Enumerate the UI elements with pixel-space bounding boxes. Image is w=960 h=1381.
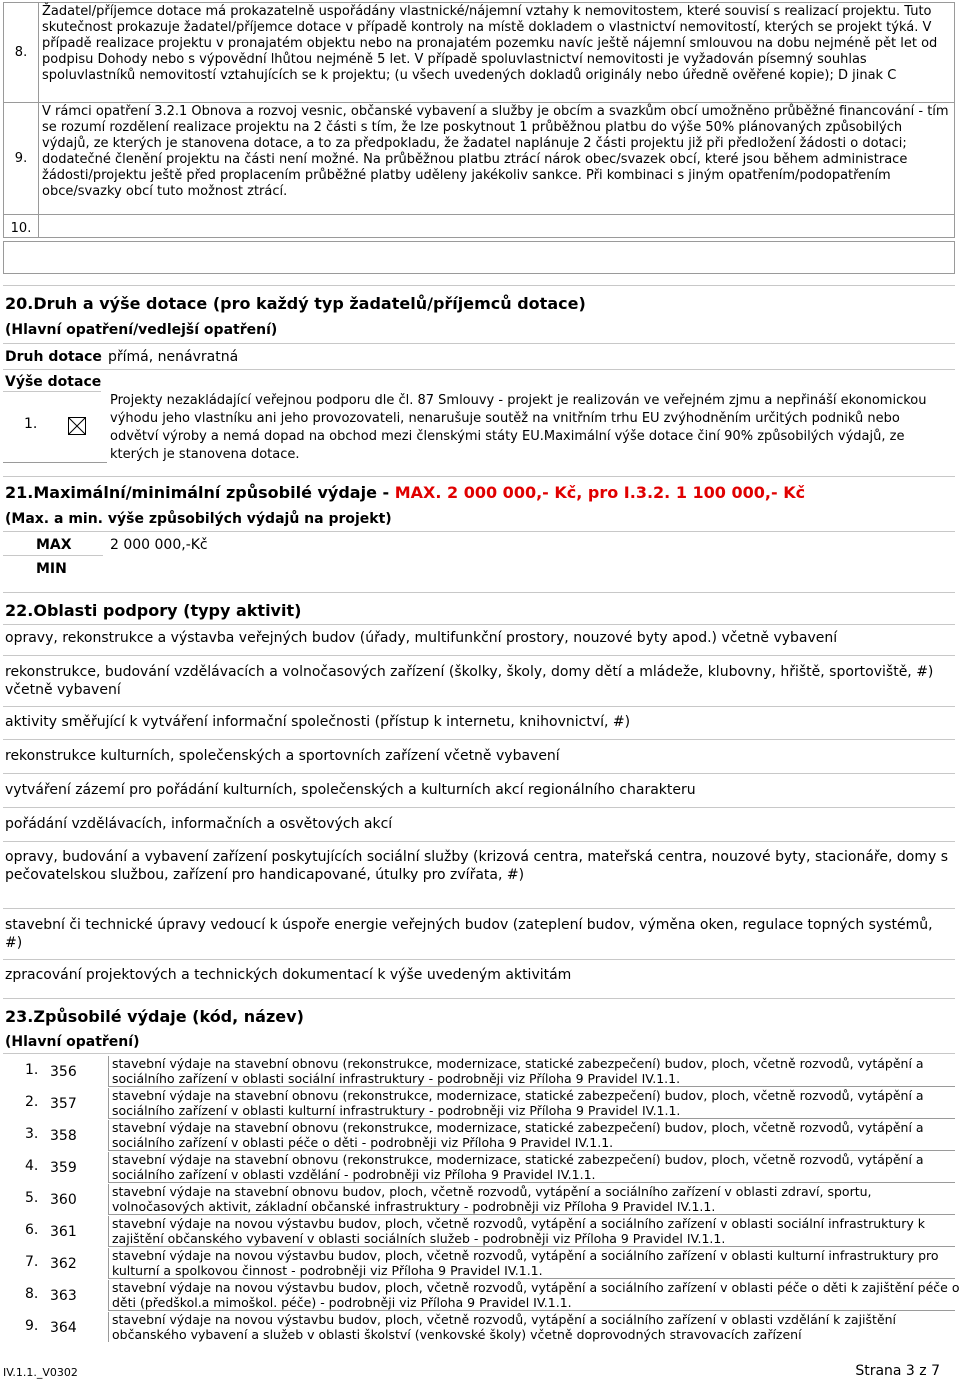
- divider: [3, 592, 955, 593]
- activity-item: opravy, budování a vybavení zařízení poskytujících sociální služby (krizová centra, mateřská centra, nouzové byty, stacionáře, domy s pečovatelskou službou, zařízení pro handicapované, útulky pro zvířata, #): [5, 849, 949, 883]
- divider: [3, 369, 955, 370]
- expense-row: [3, 1151, 955, 1183]
- divider: [3, 959, 955, 960]
- expense-index: 6.: [25, 1222, 39, 1238]
- activity-item: zpracování projektových a technických dokumentací k výše uvedeným aktivitám: [5, 967, 572, 983]
- divider: [3, 531, 955, 532]
- divider: [3, 908, 955, 909]
- expense-row: [3, 1055, 955, 1087]
- expense-code: 360: [50, 1192, 77, 1208]
- condition-text: V rámci opatření 3.2.1 Obnova a rozvoj vesnic, občanské vybavení a služby je obcím a svazkům obcí umožněno průběžné financování - tím se rozumí rozdělení realizace projektu na 2 části s tím, že lze poskytnout 1 průběžnou platbu do výše 50% plánovaných způsobilých výdajů, ze kterých je stanovena dotace, a to za předpokladu, že žadatel naplánuje 2 části projektu již při předložení žádosti o dotaci; dodatečné členění projektu na části není možné. Na průběžnou platbu ztrácí nárok obec/svazek obcí, které jsou během administrace žádosti/projektu ještě před proplacením průběžné platby uděleny jakékoliv sankce. Při kombinaci s jiným opatřením/podopatřením obce/svazky obcí tuto možnost ztrácí.: [42, 104, 949, 199]
- divider: [3, 998, 955, 999]
- subsidy-item-text: Projekty nezakládající veřejnou podporu dle čl. 87 Smlouvy - projekt je realizován ve veřejném zjmu a nepřináší ekonomickou výhodu jeho vlastníku ani jeho provozovateli, nenarušuje soutěž na vnitřním trhu EU zvýhodněním určitých podniků nebo odvětví výroby a nemá dopad na obchod mezi členskými státy EU.Maximální výše dotace činí 90% způsobilých výdajů, ze kterých je stanovena dotace.: [110, 393, 927, 462]
- expense-code: 359: [50, 1160, 77, 1176]
- expense-row: [3, 1247, 955, 1279]
- expense-description: stavební výdaje na stavební obnovu (rekonstrukce, modernizace, statické zabezpečení) budov, ploch, včetně rozvodů, vytápění a sociálního zařízení v oblasti péče o děti - podrobněji viz Příloha 9 Pravidel IV.1.1.: [108, 1120, 960, 1150]
- section-23-title: 23.Způsobilé výdaje (kód, název): [5, 1007, 304, 1026]
- condition-number: 10.: [4, 215, 39, 238]
- divider: [3, 1053, 955, 1054]
- section-23-subtitle: (Hlavní opatření): [5, 1034, 140, 1050]
- subsidy-item-number: 1.: [24, 416, 38, 432]
- expense-description: stavební výdaje na stavební obnovu (rekonstrukce, modernizace, statické zabezpečení) budov, ploch, včetně rozvodů, vytápění a sociálního zařízení v oblasti sociální infrastruktury - podrobněji viz Příloha 9 Pravidel IV.1.1.: [108, 1056, 960, 1086]
- expense-row: [3, 1119, 955, 1151]
- expense-index: 9.: [25, 1318, 39, 1334]
- expense-description: stavební výdaje na novou výstavbu budov, ploch, včetně rozvodů, vytápění a sociálního zařízení v oblasti péče o děti k zajištění péče o děti (předškol.a mimoškol. péče) - podrobněji viz Příloha 9 Pravidel IV.1.1.: [108, 1280, 960, 1310]
- subsidy-type-label: Druh dotace: [5, 349, 102, 365]
- activity-item: pořádání vzdělávacích, informačních a osvětových akcí: [5, 816, 393, 832]
- activity-item: rekonstrukce kulturních, společenských a sportovních zařízení včetně vybavení: [5, 748, 560, 764]
- expense-row: [3, 1311, 955, 1343]
- expense-index: 8.: [25, 1286, 39, 1302]
- divider: [3, 655, 955, 656]
- activity-item: opravy, rekonstrukce a výstavba veřejných budov (úřady, multifunkční prostory, nouzové byty apod.) včetně vybavení: [5, 630, 838, 646]
- max-label: MAX: [36, 537, 72, 553]
- condition-number: 9.: [4, 103, 39, 215]
- expense-row: [3, 1279, 960, 1311]
- divider: [3, 841, 955, 842]
- activity-item: stavební či technické úpravy vedoucí k úspoře energie veřejných budov (zateplení budov, výměna oken, regulace topných systémů, #): [5, 917, 933, 951]
- expense-index: 1.: [25, 1062, 39, 1078]
- condition-row: [4, 103, 955, 215]
- condition-text: Žadatel/příjemce dotace má prokazatelně uspořádány vlastnické/nájemní vztahy k nemovitostem, které souvisí s realizací projektu. Tuto skutečnost prokazuje žadatel/příjemce dotace v případě kontroly na místě dokladem o vlastnictví nemovitostí, kterých se projekt týká. V případě realizace projektu v pronajatém objektu nebo na pronajatém pozemku navíc ještě nájemní smlouvou na dobu nejméně pět let od podpisu Dohody nebo s výpovědní lhůtou nejméně 5 let. V případě spoluvlastnictví nemovitosti je vyžadován písemný souhlas spoluvlastníků nemovitostí vztahujících se k projektu; (u všech uvedených dokladů originály nebo úředně ověřené kopie); D jinak C: [42, 4, 938, 83]
- activity-item: rekonstrukce, budování vzdělávacích a volnočasových zařízení (školky, školy, domy dětí a mládeže, klubovny, hřiště, sportoviště, #) včetně vybavení: [5, 664, 934, 698]
- divider: [3, 706, 955, 707]
- condition-number: 8.: [4, 3, 39, 103]
- max-value: 2 000 000,-Kč: [110, 537, 208, 553]
- condition-row: [4, 215, 955, 238]
- expense-code: 357: [50, 1096, 77, 1112]
- expense-code: 358: [50, 1128, 77, 1144]
- divider: [3, 285, 955, 286]
- divider: [3, 476, 955, 477]
- activity-item: aktivity směřující k vytváření informační společnosti (přístup k internetu, knihovnictví, #): [5, 714, 631, 730]
- divider: [3, 343, 955, 344]
- section-22-title: 22.Oblasti podpory (typy aktivit): [5, 601, 302, 620]
- expense-code: 361: [50, 1224, 77, 1240]
- expense-description: stavební výdaje na stavební obnovu budov, ploch, včetně rozvodů, vytápění a sociálního zařízení v oblasti zdraví, sportu, volnočasových aktivit, základní občanské infrastruktury - podrobněji viz Příloha 9 Pravidel IV.1.1.: [108, 1184, 960, 1214]
- divider: [3, 773, 955, 774]
- empty-field-box: [3, 241, 955, 274]
- expense-code: 356: [50, 1064, 77, 1080]
- activity-item: vytváření zázemí pro pořádání kulturních, společenských a kulturních akcí regionálního charakteru: [5, 782, 696, 798]
- expense-code: 362: [50, 1256, 77, 1272]
- section-21-title-highlight: MAX. 2 000 000,- Kč, pro I.3.2. 1 100 000,- Kč: [394, 483, 806, 502]
- expense-row: [3, 1215, 955, 1247]
- divider: [3, 624, 955, 625]
- subsidy-amount-label: Výše dotace: [5, 374, 102, 390]
- expense-row: [3, 1087, 955, 1119]
- section-21-title-prefix: 21.Maximální/minimální způsobilé výdaje -: [5, 483, 395, 502]
- section-20-title: 20.Druh a výše dotace (pro každý typ žadatelů/příjemců dotace): [5, 294, 586, 313]
- expense-code: 364: [50, 1320, 77, 1336]
- divider: [3, 462, 107, 463]
- expense-index: 4.: [25, 1158, 39, 1174]
- expense-index: 7.: [25, 1254, 39, 1270]
- expense-description: stavební výdaje na stavební obnovu (rekonstrukce, modernizace, statické zabezpečení) budov, ploch, včetně rozvodů, vytápění a sociálního zařízení v oblasti vzdělání - podrobněji viz Příloha 9 Pravidel IV.1.1.: [108, 1152, 960, 1182]
- checked-checkbox[interactable]: [68, 417, 86, 435]
- expense-index: 3.: [25, 1126, 39, 1142]
- page-number: Strana 3 z 7: [855, 1363, 940, 1379]
- expense-description: stavební výdaje na stavební obnovu (rekonstrukce, modernizace, statické zabezpečení) budov, ploch, včetně rozvodů, vytápění a sociálního zařízení v oblasti kulturní infrastruktury - podrobněji viz Příloha 9 Pravidel IV.1.1.: [108, 1088, 960, 1118]
- expense-description: stavební výdaje na novou výstavbu budov, ploch, včetně rozvodů, vytápění a sociálního zařízení v oblasti sociální infrastruktury k zajištění občanského vybavení v oblasti sociálních služeb - podrobněji viz Příloha 9 Pravidel IV.1.1.: [108, 1216, 960, 1246]
- min-label: MIN: [36, 561, 67, 577]
- divider: [3, 739, 955, 740]
- section-21-title: [5, 483, 805, 503]
- expense-code: 363: [50, 1288, 77, 1304]
- document-code: IV.1.1._V0302: [3, 1366, 78, 1379]
- divider: [3, 807, 955, 808]
- divider: [3, 391, 101, 392]
- expense-row: [3, 1183, 955, 1215]
- condition-row: [4, 3, 955, 103]
- conditions-table: [3, 2, 955, 238]
- section-21-subtitle: (Max. a min. výše způsobilých výdajů na projekt): [5, 511, 392, 527]
- expense-description: stavební výdaje na novou výstavbu budov, ploch, včetně rozvodů, vytápění a sociálního zařízení v oblasti kulturní infrastruktury pro kulturní a spolkovou činnost - podrobněji viz Příloha 9 Pravidel IV.1.1.: [108, 1248, 960, 1278]
- condition-text: [39, 215, 955, 238]
- divider: [3, 555, 103, 556]
- x-check-icon: [69, 418, 85, 434]
- section-20-subtitle: (Hlavní opatření/vedlejší opatření): [5, 322, 278, 338]
- expense-description: stavební výdaje na novou výstavbu budov, ploch, včetně rozvodů, vytápění a sociálního zařízení v oblasti vzdělání k zajištění občanského vybavení a služeb v oblasti školství (venkovské školy) včetně doprovodných stravovacích zařízení: [108, 1312, 960, 1342]
- subsidy-type-value: přímá, nenávratná: [108, 349, 239, 365]
- expense-index: 5.: [25, 1190, 39, 1206]
- expense-index: 2.: [25, 1094, 39, 1110]
